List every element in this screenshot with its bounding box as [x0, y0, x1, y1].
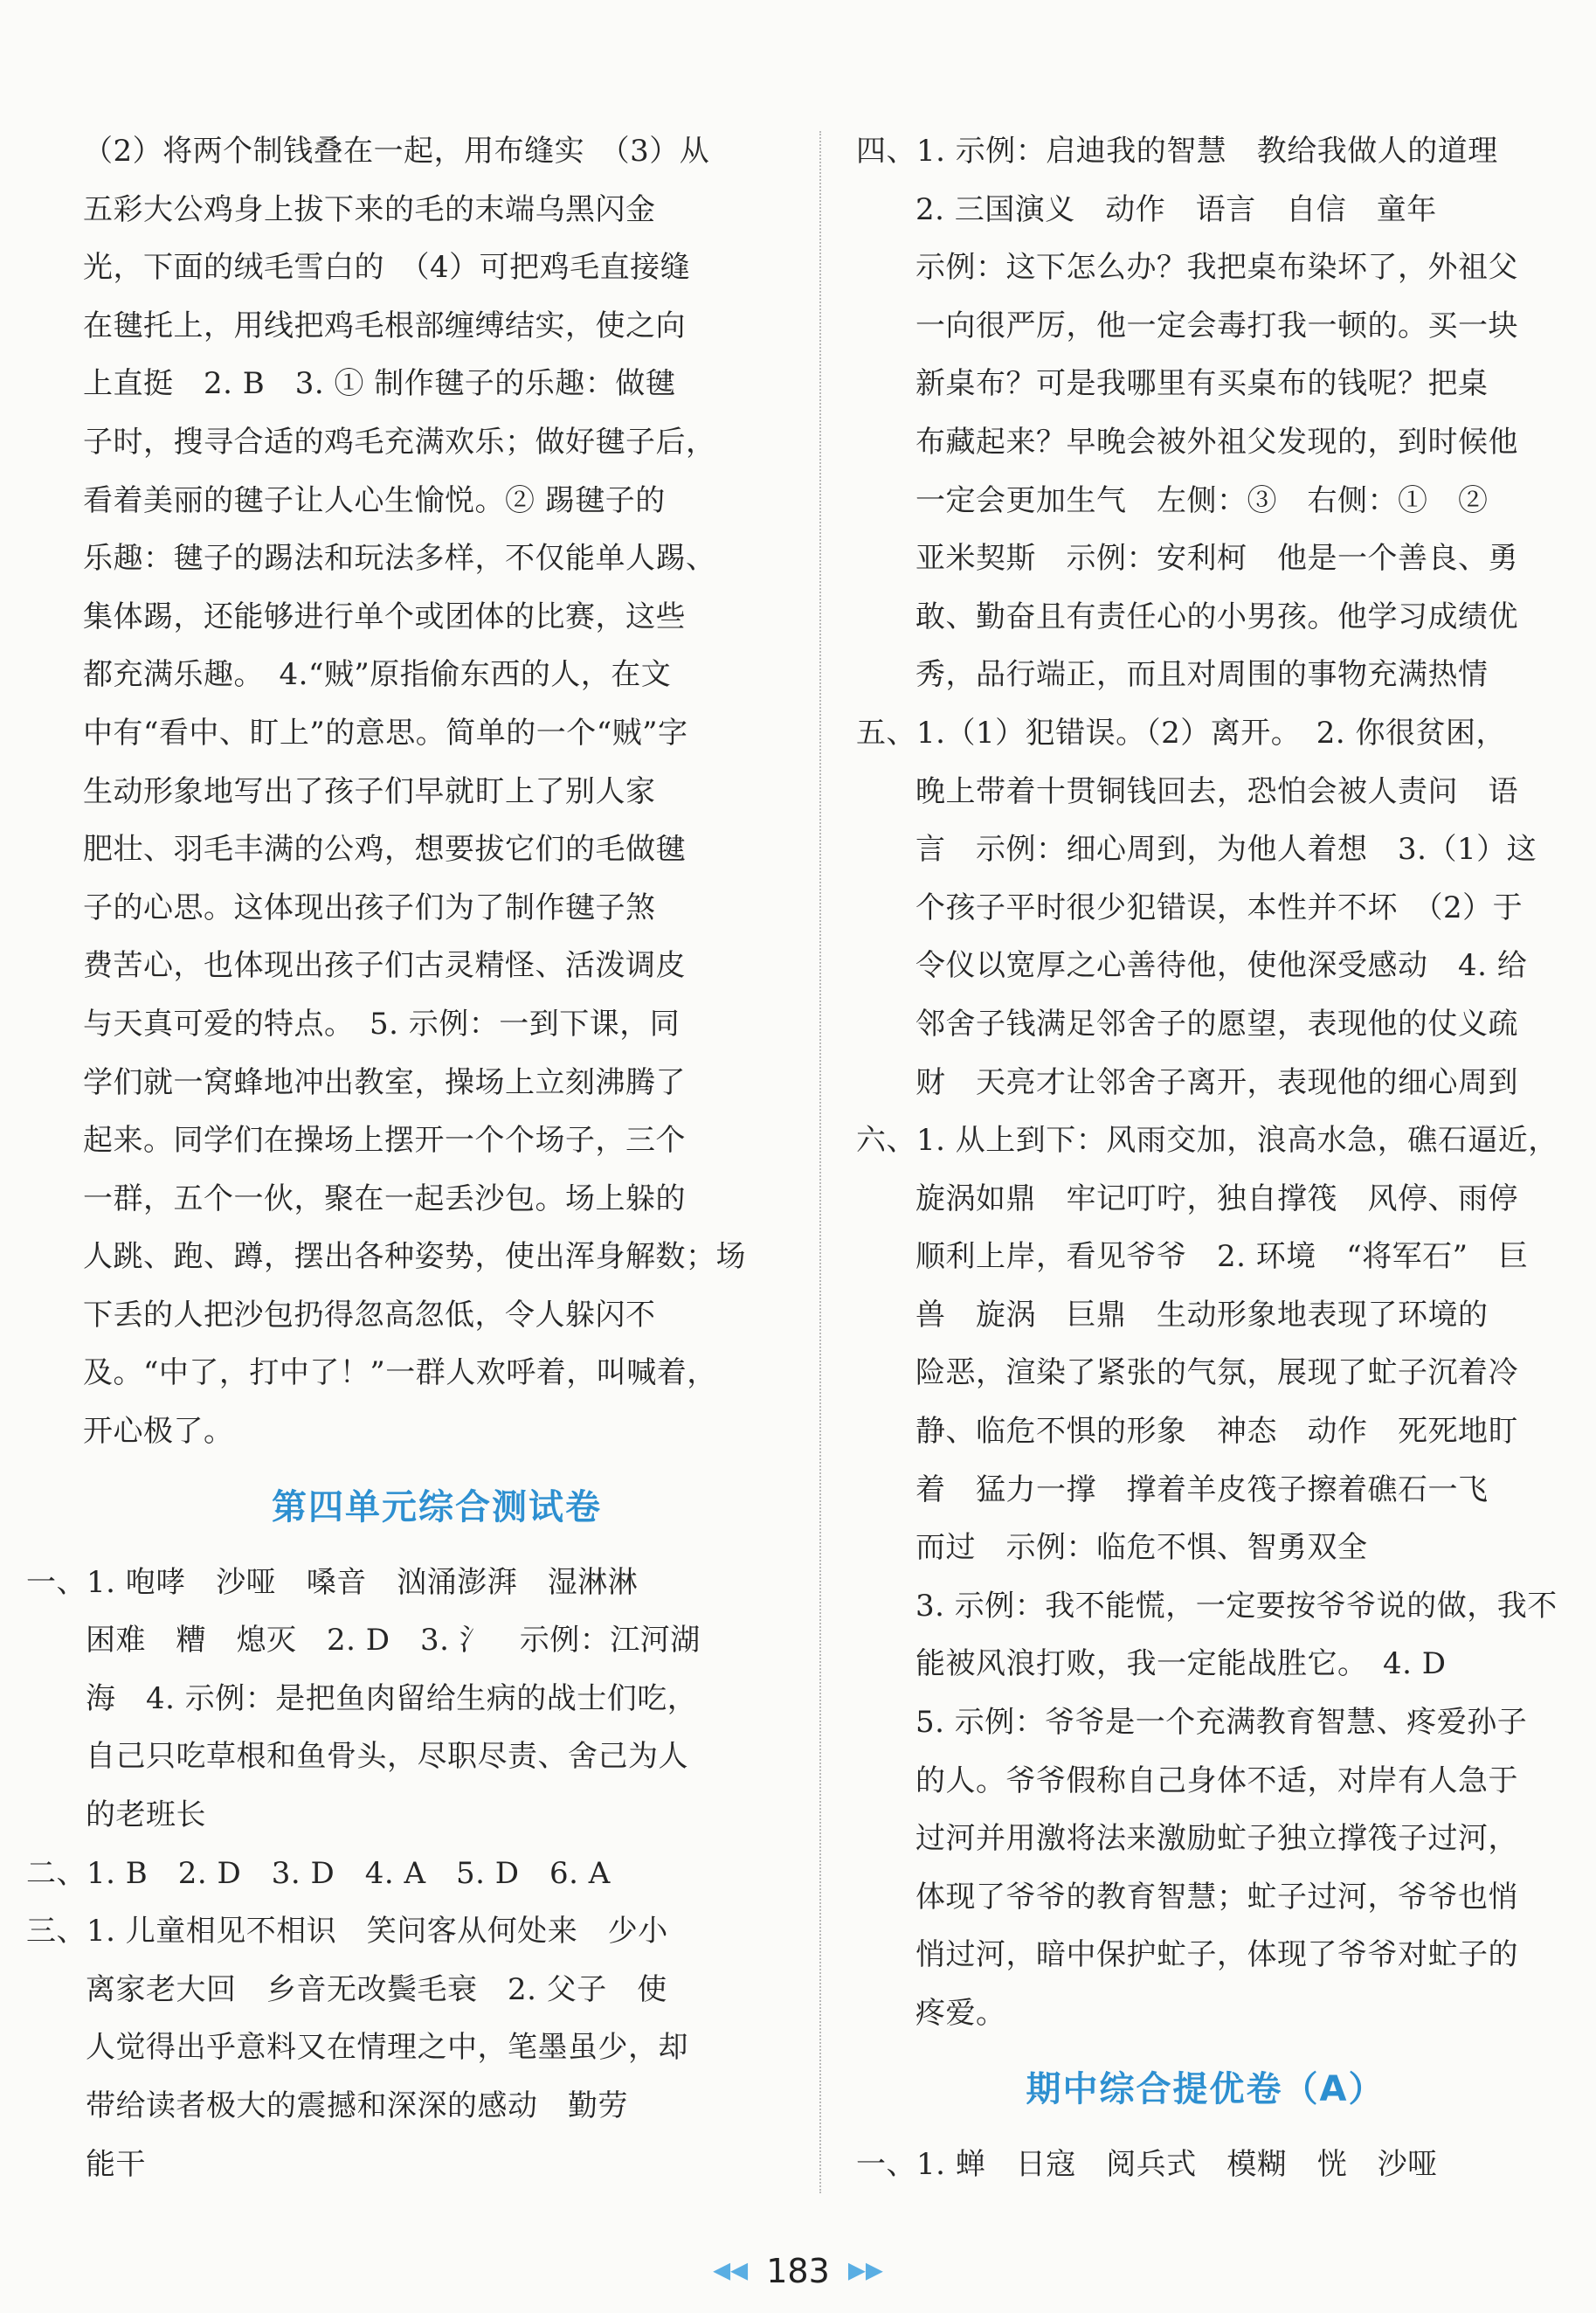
text-line: 静、临危不惧的形象 神态 动作 死死地盯: [915, 1414, 1518, 1450]
text-line: 与天真可爱的特点。 5. 示例：一到下课，同: [83, 1006, 681, 1042]
text-line: 起来。同学们在操场上摆开一个个场子，三个: [83, 1123, 686, 1159]
text-line: 的人。爷爷假称自己身体不适，对岸有人急于: [915, 1762, 1518, 1798]
text-line: 敢、勤奋且有责任心的小男孩。他学习成绩优: [915, 599, 1518, 634]
text-line: 体现了爷爷的教育智慧；虻子过河，爷爷也悄: [915, 1879, 1518, 1915]
text-line: 在毽托上，用线把鸡毛根部缠缚结实，使之向: [83, 308, 686, 343]
text-line: 险恶，渲染了紧张的气氛，展现了虻子沉着冷: [915, 1355, 1518, 1391]
text-line: 新桌布？可是我哪里有买桌布的钱呢？把桌: [915, 366, 1489, 402]
text-line: 光，下面的绒毛雪白的 （4）可把鸡毛直接缝: [83, 250, 691, 286]
text-line: 兽 旋涡 巨鼎 生动形象地表现了环境的: [915, 1297, 1489, 1333]
answer-section-4: [856, 122, 1555, 704]
text-line: 五、1.（1）犯错误。（2）离开。 2. 你很贫困，: [856, 715, 1506, 751]
column-divider: [819, 131, 821, 2193]
answer-section-3: [26, 1902, 791, 2193]
text-line: 费苦心，也体现出孩子们古灵精怪、活泼调皮: [83, 948, 686, 984]
text-line: 的老班长: [86, 1797, 206, 1833]
text-line: 三、1. 儿童相见不相识 笑问客从何处来 少小: [26, 1914, 668, 1949]
text-line: 悄过河，暗中保护虻子，体现了爷爷对虻子的: [915, 1937, 1518, 1973]
text-line: 一群，五个一伙，聚在一起丢沙包。场上躲的: [83, 1181, 686, 1216]
text-line: 晚上带着十贯铜钱回去，恐怕会被人责问 语: [915, 773, 1518, 809]
answer-section-5: [856, 704, 1555, 1111]
left-continued-answers: [83, 122, 791, 1461]
text-line: 3. 示例：我不能慌，一定要按爷爷说的做，我不: [915, 1588, 1558, 1624]
text-line: 自己只吃草根和鱼骨头，尽职尽责、舍己为人: [86, 1739, 688, 1775]
text-line: 生动形象地写出了孩子们早就盯上了别人家: [83, 773, 656, 809]
text-line: 离家老大回 乡音无改鬓毛衰 2. 父子 使: [86, 1971, 667, 2007]
left-arrows-icon: ◀◀: [713, 2257, 749, 2284]
text-line: 一向很严厉，他一定会毒打我一顿的。买一块: [915, 308, 1518, 343]
text-line: 2. 三国演义 动作 语言 自信 童年: [915, 191, 1437, 227]
section-heading-midterm: 期中综合提优卷（A）: [1026, 2068, 1385, 2109]
text-line: 财 天亮才让邻舍子离开，表现他的细心周到: [915, 1064, 1518, 1100]
text-line: 子的心思。这体现出孩子们为了制作毽子煞: [83, 890, 656, 925]
text-line: 能被风浪打败，我一定能战胜它。 4. D: [915, 1646, 1447, 1682]
text-line: 困难 糟 熄灭 2. D 3. 氵 示例：江河湖: [86, 1623, 701, 1659]
text-line: 集体踢，还能够进行单个或团体的比赛，这些: [83, 599, 686, 634]
text-line: 二、1. B 2. D 3. D 4. A 5. D 6. A: [26, 1855, 611, 1891]
text-line: 邻舍子钱满足邻舍子的愿望，表现他的仗义疏: [915, 1006, 1518, 1042]
text-line: （2）将两个制钱叠在一起，用布缝实 （3）从: [83, 134, 710, 169]
left-column: [26, 122, 791, 2193]
page-number: 183: [766, 2251, 830, 2290]
text-line: 个孩子平时很少犯错误，本性并不坏 （2）于: [915, 890, 1523, 925]
text-line: 一、1. 蝉 日寇 阅兵式 模糊 恍 沙哑: [856, 2146, 1438, 2182]
text-line: 一、1. 咆哮 沙哑 嗓音 汹涌澎湃 湿淋淋: [26, 1564, 639, 1600]
text-line: 亚米契斯 示例：安利柯 他是一个善良、勇: [915, 541, 1518, 577]
text-line: 过河并用激将法来激励虻子独立撑筏子过河，: [915, 1821, 1518, 1857]
answer-section-1: [26, 1554, 791, 1845]
text-line: 能干: [86, 2146, 146, 2182]
text-line: 肥壮、羽毛丰满的公鸡，想要拔它们的毛做毽: [83, 832, 686, 868]
text-line: 言 示例：细心周到，为他人着想 3.（1）这: [915, 832, 1537, 868]
text-line: 看着美丽的毽子让人心生愉悦。② 踢毽子的: [83, 482, 666, 518]
page-footer: [0, 2244, 1596, 2296]
text-line: 四、1. 示例：启迪我的智慧 教给我做人的道理: [856, 134, 1498, 169]
text-line: 开心极了。: [83, 1414, 234, 1450]
right-column: [856, 122, 1558, 2193]
text-line: 上直挺 2. B 3. ① 制作毽子的乐趣：做毽: [83, 366, 676, 402]
section-heading-unit4: 第四单元综合测试卷: [272, 1486, 602, 1527]
text-line: 子时，搜寻合适的鸡毛充满欢乐；做好毽子后，: [83, 424, 716, 460]
text-line: 海 4. 示例：是把鱼肉留给生病的战士们吃，: [86, 1680, 698, 1716]
text-line: 一定会更加生气 左侧：③ 右侧：① ②: [915, 482, 1489, 518]
text-line: 疼爱。: [915, 1996, 1006, 2031]
text-line: 而过 示例：临危不惧、智勇双全: [915, 1530, 1368, 1566]
text-line: 学们就一窝蜂地冲出教室，操场上立刻沸腾了: [83, 1064, 686, 1100]
text-line: 秀，品行端正，而且对周围的事物充满热情: [915, 657, 1489, 693]
right-arrows-icon: ▶▶: [847, 2257, 883, 2284]
text-line: 带给读者极大的震撼和深深的感动 勤劳: [86, 2088, 628, 2123]
text-line: 着 猛力一撑 撑着羊皮筏子擦着礁石一飞: [915, 1472, 1489, 1507]
text-line: 旋涡如鼎 牢记叮咛，独自撑筏 风停、雨停: [915, 1181, 1518, 1216]
text-line: 顺利上岸，看见爷爷 2. 环境 “将军石” 巨: [915, 1239, 1529, 1275]
text-line: 及。“中了，打中了！”一群人欢呼着，叫喊着，: [83, 1355, 717, 1391]
text-line: 乐趣：毽子的踢法和玩法多样，不仅能单人踢、: [83, 541, 716, 577]
answer-section-6: [856, 1111, 1558, 2043]
text-line: 人跳、跑、蹲，摆出各种姿势，使出浑身解数；场: [83, 1239, 746, 1275]
text-line: 下丢的人把沙包扔得忽高忽低，令人躲闪不: [83, 1297, 656, 1333]
text-line: 5. 示例：爷爷是一个充满教育智慧、疼爱孙子: [915, 1705, 1528, 1741]
answer-section-7: [856, 2136, 1555, 2194]
text-line: 示例：这下怎么办？我把桌布染坏了，外祖父: [915, 250, 1518, 286]
text-line: 都充满乐趣。 4.“贼”原指偷东西的人，在文: [83, 657, 672, 693]
text-line: 六、1. 从上到下：风雨交加，浪高水急，礁石逼近，: [856, 1123, 1558, 1159]
answer-section-2: [26, 1845, 791, 1903]
text-line: 五彩大公鸡身上拔下来的毛的末端乌黑闪金: [83, 191, 656, 227]
text-line: 布藏起来？早晚会被外祖父发现的，到时候他: [915, 424, 1518, 460]
text-line: 令仪以宽厚之心善待他，使他深受感动 4. 给: [915, 948, 1528, 984]
text-line: 中有“看中、盯上”的意思。简单的一个“贼”字: [83, 715, 688, 751]
text-line: 人觉得出乎意料又在情理之中，笔墨虽少，却: [86, 2030, 688, 2066]
